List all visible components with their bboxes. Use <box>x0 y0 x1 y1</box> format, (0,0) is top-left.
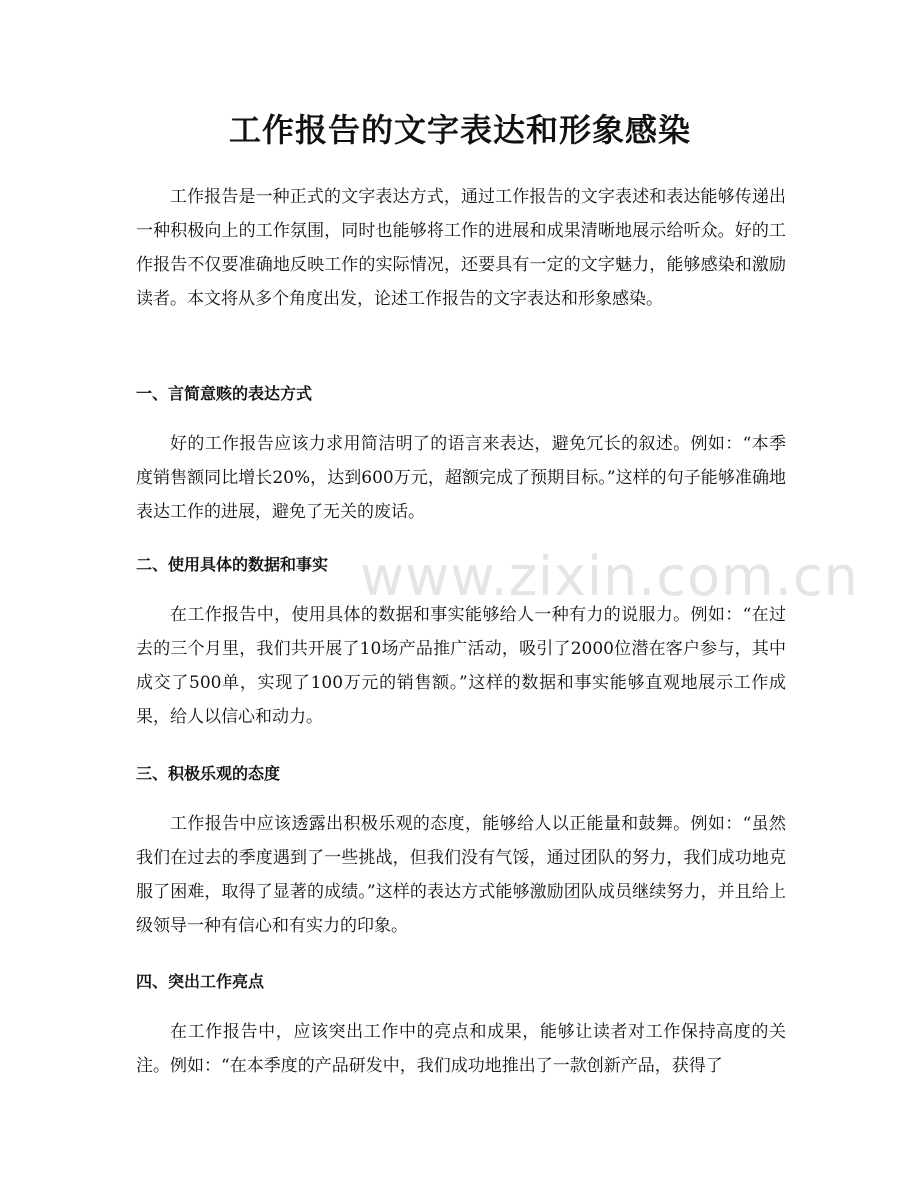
document-title: 工作报告的文字表达和形象感染 <box>228 111 691 149</box>
section-body-2: 在工作报告中，使用具体的数据和事实能够给人一种有力的说服力。例如：“在过去的三个月里，我们共开展了10场产品推广活动，吸引了2000位潜在客户参与，其中成交了500单，实现了100万元的销售额。”这样的数据和事实能够直观地展示工作成果，给人以信心和动力。 <box>136 605 786 727</box>
section-body-3: 工作报告中应该透露出积极乐观的态度，能够给人以正能量和鼓舞。例如：“虽然我们在过去的季度遇到了一些挑战，但我们没有气馁，通过团队的努力，我们成功地克服了困难，取得了显著的成绩。”这样的表达方式能够激励团队成员继续努力，并且给上级领导一种有信心和有实力的印象。 <box>136 814 786 936</box>
section-body-4: 在工作报告中，应该突出工作中的亮点和成果，能够让读者对工作保持高度的关注。例如：“在本季度的产品研发中，我们成功地推出了一款创新产品，获得了 <box>136 1022 786 1076</box>
intro-paragraph: 工作报告是一种正式的文字表达方式，通过工作报告的文字表述和表达能够传递出一种积极向上的工作氛围，同时也能够将工作的进展和成果清晰地展示给听众。好的工作报告不仅要准确地反映工作的实际情况，还要具有一定的文字魅力，能够感染和激励读者。本文将从多个角度出发，论述工作报告的文字表达和形象感染。 <box>136 187 786 309</box>
watermark-text: www.zixin.com.cn <box>360 545 859 608</box>
section-heading-1: 一、言简意赅的表达方式 <box>136 384 313 403</box>
section-heading-4: 四、突出工作亮点 <box>136 972 265 991</box>
section-body-1: 好的工作报告应该力求用简洁明了的语言来表达，避免冗长的叙述。例如：“本季度销售额同比增长20%，达到600万元，超额完成了预期目标。”这样的句子能够准确地表达工作的进展，避免了无关的废话。 <box>136 434 786 522</box>
section-heading-2: 二、使用具体的数据和事实 <box>136 555 329 574</box>
section-heading-3: 三、积极乐观的态度 <box>136 764 281 783</box>
